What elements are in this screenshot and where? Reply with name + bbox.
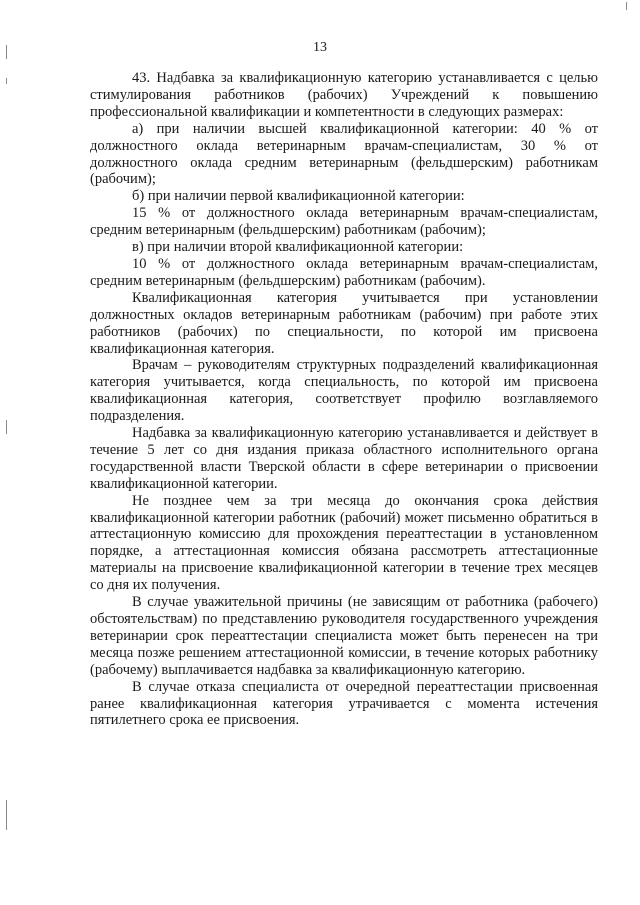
paragraph-refusal: В случае отказа специалиста от очередной переаттестации присвоенная ранее квалификационная категория утрачивается с момента истечения пятилетнего срока ее присвоения.	[90, 678, 598, 729]
paragraph-second-category-heading: в) при наличии второй квалификационной категории:	[132, 239, 464, 256]
paragraph-43-intro: 43. Надбавка за квалификационную категорию устанавливается с целью стимулирования работников (рабочих) Учреждений к повышению профессиональной квалификации и компетентности в следующих размерах:	[90, 70, 598, 120]
paragraph-valid-reason: В случае уважительной причины (не зависящим от работника (рабочего) обстоятельствам) по представлению руководителя государственного учреждения ветеринарии срок переаттестации специалиста может быть перенесен на три месяца позже решением аттестационной комиссии, в течение которых работнику (рабочему) выплачивается надбавка за квалификационную категорию.	[90, 594, 598, 678]
paragraph-doctors-heads: Врачам – руководителям структурных подразделений квалификационная категория учитывается, когда специальность, по которой им присвоена квалификационная категория, соответствует профилю возглавляемого подразделения.	[90, 357, 598, 425]
scan-artifact	[6, 78, 7, 84]
paragraph-category-accounting: Квалификационная категория учитывается при установлении должностных окладов ветеринарным работникам (рабочим) при работе этих работников (рабочих) по специальности, по которой им присвоена квалификационная категория.	[90, 289, 598, 357]
page-number: 13	[313, 40, 327, 55]
scan-artifact	[626, 2, 627, 10]
paragraph-first-category-heading: б) при наличии первой квалификационной категории:	[132, 188, 465, 205]
paragraph-highest-category: а) при наличии высшей квалификационной категории: 40 % от должностного оклада ветеринарным врачам-специалистам, 30 % от должностного оклада средним ветеринарным (фельдшерским) работникам (рабочим);	[90, 120, 598, 188]
scan-artifact	[6, 800, 7, 830]
document-body	[90, 70, 598, 729]
paragraph-reattestation: Не позднее чем за три месяца до окончания срока действия квалификационной категории работник (рабочий) может письменно обратиться в аттестационную комиссию для прохождения переаттестации в установленном порядке, а аттестационная комиссия обязана рассмотреть аттестационные материалы на присвоение квалификационной категории в течение трех месяцев со дня их получения.	[90, 492, 598, 594]
paragraph-duration: Надбавка за квалификационную категорию устанавливается и действует в течение 5 лет со дня издания приказа областного исполнительного органа государственной власти Тверской области в сфере ветеринарии о присвоении квалификационной категории.	[90, 425, 598, 492]
scan-artifact	[6, 420, 7, 434]
scan-artifact	[6, 45, 7, 59]
paragraph-first-category-rate: 15 % от должностного оклада ветеринарным врачам-специалистам, средним ветеринарным (фельдшерским) работникам (рабочим);	[90, 205, 598, 239]
paragraph-second-category-rate: 10 % от должностного оклада ветеринарным врачам-специалистам, средним ветеринарным (фельдшерским) работникам (рабочим).	[90, 255, 598, 289]
